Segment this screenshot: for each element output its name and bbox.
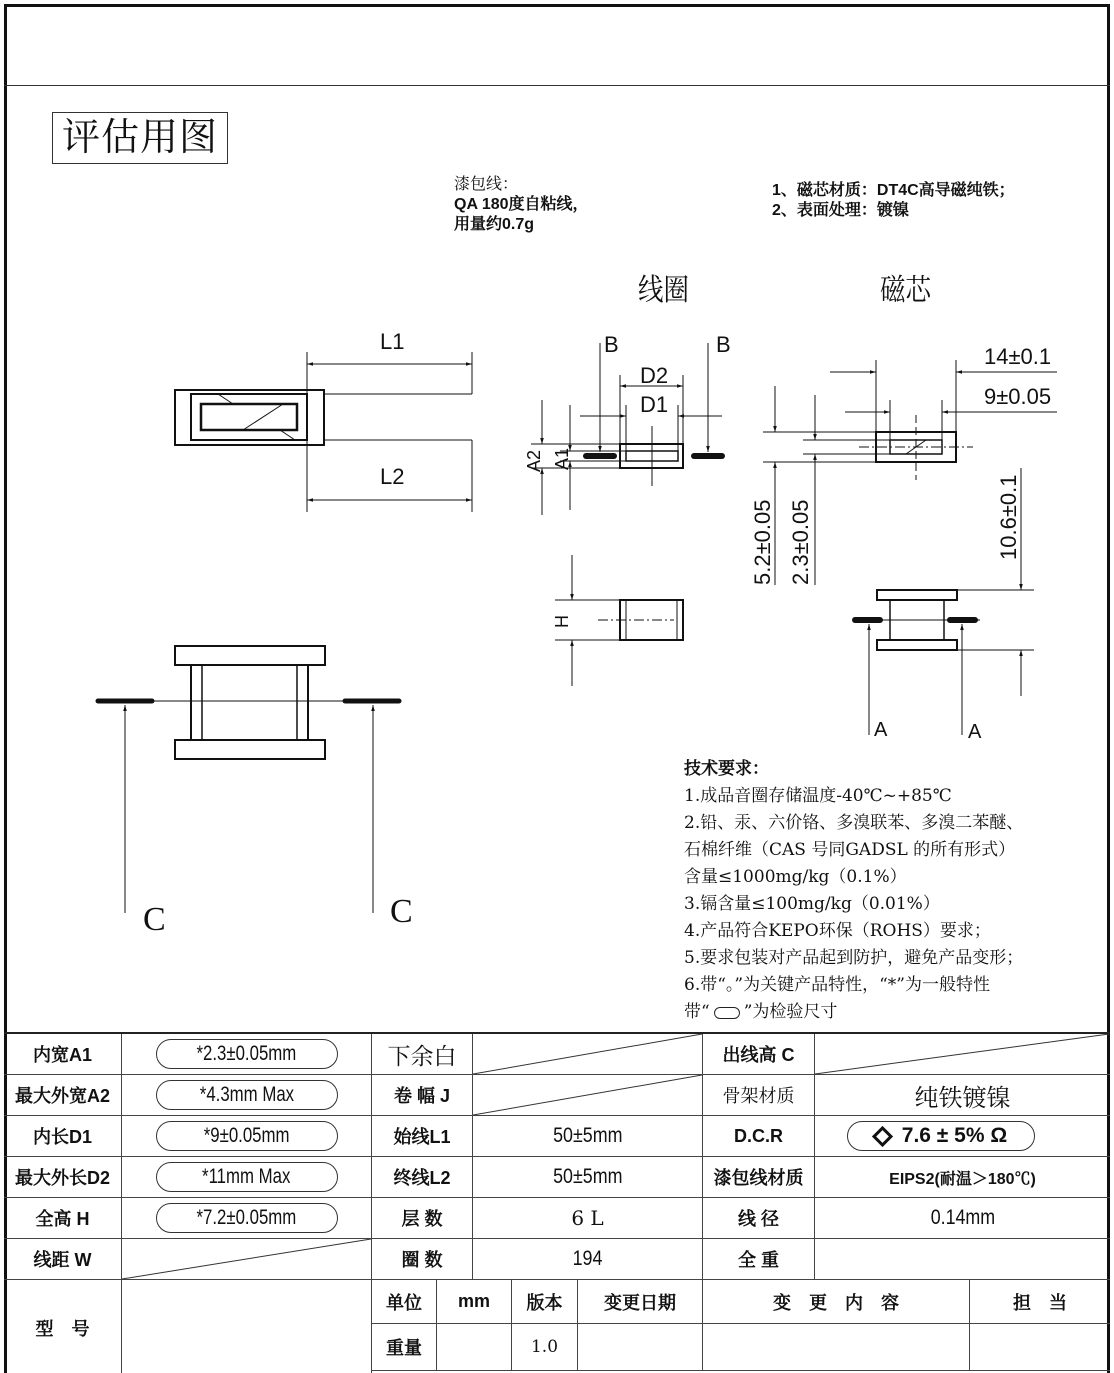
value-cell-d1: [122, 1116, 372, 1157]
section-label-a-left: A: [874, 719, 888, 741]
dim-label-l1: L1: [380, 329, 405, 354]
turns-value: 194: [572, 1247, 603, 1270]
value-cell-h: [122, 1198, 372, 1239]
empty-slash: [473, 1075, 703, 1116]
section-label-c-right: C: [390, 893, 413, 930]
wire-diameter-value: 0.14mm: [930, 1206, 995, 1229]
section-label-c-left: C: [143, 901, 166, 938]
value-inner-width-a1: *2.3±0.05mm: [196, 1042, 297, 1065]
start-lead-value: 50±5mm: [552, 1124, 623, 1147]
value-owner: [970, 1324, 1110, 1371]
requirements-heading: 技术要求：: [684, 759, 769, 779]
requirement-line: 3.镉含量≤100mg/kg（0.01%）: [684, 894, 940, 914]
label-model: 型 号: [4, 1280, 122, 1373]
requirement-prefix: 带“: [684, 1002, 710, 1022]
value-cell-d2: [122, 1157, 372, 1198]
dim-label-a1: A1: [552, 447, 572, 470]
value-wire-material: EIPS2(耐温＞180℃): [815, 1157, 1110, 1198]
core-note-line: 2、表面处理：镀镍: [772, 202, 909, 219]
label-change-content: 变 更 内 容: [703, 1280, 970, 1324]
value-inner-length-d1: *9±0.05mm: [203, 1124, 290, 1147]
label-end-lead-l2: 终线L2: [372, 1157, 473, 1198]
value-layers: 6 L: [473, 1198, 703, 1239]
label-turns: 圈 数: [372, 1239, 473, 1280]
value-version: 1.0: [512, 1324, 578, 1371]
dim-core-inner-length: 9±0.05: [984, 384, 1052, 409]
wire-note-line: QA 180度自粘线，: [454, 196, 589, 213]
value-turns: [473, 1239, 703, 1280]
label-inner-width-a1: 内宽A1: [4, 1034, 122, 1075]
label-winding-width-j: 卷 幅 J: [372, 1075, 473, 1116]
label-unit: 单位: [372, 1280, 437, 1324]
dim-label-h: H: [552, 615, 572, 628]
requirement-line: 5.要求包装对产品起到防护，避免产品变形；: [684, 948, 1024, 968]
value-lead-height-c: [815, 1034, 1110, 1075]
core-view-title: 磁芯: [880, 273, 931, 308]
value-bobbin-material: 纯铁镀镍: [815, 1075, 1110, 1116]
empty-slash: [815, 1034, 1110, 1075]
dim-core-height: 10.6±0.1: [996, 474, 1021, 560]
dim-core-outer-width: 5.2±0.05: [750, 499, 775, 585]
dim-core-outer-length: 14±0.1: [984, 344, 1052, 369]
wire-note-line: 用量约0.7g: [454, 216, 535, 233]
value-winding-width-j: [473, 1075, 703, 1116]
label-layers: 层 数: [372, 1198, 473, 1239]
inspection-oval-icon: [714, 1007, 740, 1019]
spec-table: [4, 1032, 1110, 1373]
label-dcr: D.C.R: [703, 1116, 815, 1157]
technical-requirements: [684, 756, 1023, 1026]
label-max-outer-width-a2: 最大外宽A2: [4, 1075, 122, 1116]
value-total-height-h: *7.2±0.05mm: [196, 1206, 297, 1229]
label-start-lead-l1: 始线L1: [372, 1116, 473, 1157]
section-label-b-right: B: [716, 332, 731, 357]
wire-note-line: 漆包线：: [454, 176, 519, 193]
section-label-a-right: A: [968, 721, 982, 743]
value-cell-dcr: [815, 1116, 1110, 1157]
label-change-date: 变更日期: [578, 1280, 703, 1324]
label-lead-height-c: 出线高 C: [703, 1034, 815, 1075]
dim-core-inner-width: 2.3±0.05: [788, 499, 813, 585]
value-dcr: 7.6 ± 5% Ω: [901, 1124, 1008, 1147]
value-wire-diameter: [815, 1198, 1110, 1239]
value-cell-a2: [122, 1075, 372, 1116]
label-version: 版本: [512, 1280, 578, 1324]
label-max-outer-length-d2: 最大外长D2: [4, 1157, 122, 1198]
coil-view-title: 线圈: [638, 273, 689, 308]
key-characteristic-diamond-icon: [872, 1125, 893, 1146]
value-unit: mm: [437, 1280, 512, 1324]
label-total-height-h: 全高 H: [4, 1198, 122, 1239]
value-end-lead-l2: [473, 1157, 703, 1198]
dim-label-d1: D1: [640, 392, 669, 417]
value-change-date: [578, 1324, 703, 1371]
value-total-weight: [815, 1239, 1110, 1280]
dim-label-l2: L2: [380, 464, 405, 489]
label-bobbin-material: 骨架材质: [703, 1075, 815, 1116]
value-change-content: [703, 1324, 970, 1371]
value-weight: [437, 1324, 512, 1371]
coil-section-view: [531, 343, 722, 515]
empty-slash: [122, 1239, 372, 1280]
value-max-outer-width-a2: *4.3mm Max: [199, 1083, 294, 1106]
label-total-weight: 全 重: [703, 1239, 815, 1280]
inspection-oval: [156, 1039, 338, 1069]
coil-top-view: [175, 352, 472, 512]
inspection-oval: [156, 1162, 338, 1192]
value-model: [122, 1280, 372, 1373]
dim-label-a2: A2: [524, 449, 544, 472]
end-lead-value: 50±5mm: [552, 1165, 623, 1188]
coil-side-view: [555, 555, 683, 686]
inspection-oval: [156, 1121, 338, 1151]
label-bottom-margin: 下余白: [372, 1034, 473, 1075]
empty-slash: [473, 1034, 703, 1075]
core-note-line: 1、磁芯材质：DT4C高导磁纯铁；: [772, 182, 1015, 199]
value-max-outer-length-d2: *11mm Max: [202, 1165, 291, 1188]
requirement-line: 1.成品音圈存储温度-40℃~+85℃: [684, 786, 952, 806]
value-bottom-margin: [473, 1034, 703, 1075]
label-wire-pitch-w: 线距 W: [4, 1239, 122, 1280]
dim-label-d2: D2: [640, 363, 669, 388]
requirement-line: [684, 999, 1023, 1026]
value-cell-a1: [122, 1034, 372, 1075]
label-wire-material: 漆包线材质: [703, 1157, 815, 1198]
value-wire-pitch-w: [122, 1239, 372, 1280]
section-label-b-left: B: [604, 332, 619, 357]
requirement-line: 石棉纤维（CAS 号同GADSL 的所有形式）: [684, 840, 1016, 860]
inspection-oval: [847, 1121, 1035, 1151]
value-start-lead-l1: [473, 1116, 703, 1157]
label-inner-length-d1: 内长D1: [4, 1116, 122, 1157]
label-weight: 重量: [372, 1324, 437, 1371]
requirement-line: 2.铅、汞、六价铬、多溴联苯、多溴二苯醚、: [684, 813, 1024, 833]
requirement-line: 含量≤1000mg/kg（0.1%）: [684, 867, 907, 887]
requirement-line: 4.产品符合KEPO环保（ROHS）要求；: [684, 921, 991, 941]
label-wire-diameter: 线 径: [703, 1198, 815, 1239]
coil-front-view-large: [98, 646, 399, 913]
inspection-oval: [156, 1080, 338, 1110]
drawing-title: 评估用图: [52, 112, 228, 164]
requirement-line: 6.带“。”为关键产品特性，“*”为一般特性: [684, 975, 990, 995]
label-owner: 担 当: [970, 1280, 1110, 1324]
inspection-oval: [156, 1203, 338, 1233]
requirement-suffix: ”为检验尺寸: [743, 1002, 838, 1022]
